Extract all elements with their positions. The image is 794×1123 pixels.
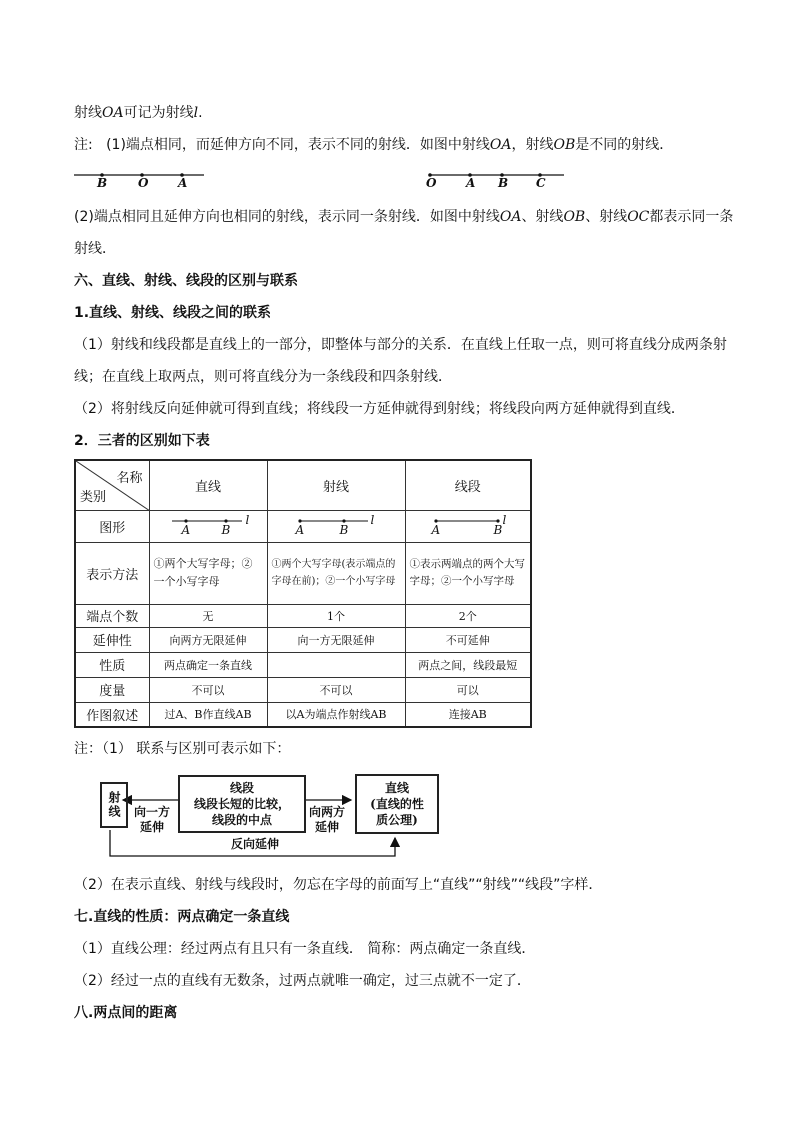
- paragraph: （2）在表示直线、射线与线段时，勿忘在字母的前面写上“直线”“射线”“线段”字样．: [74, 877, 603, 893]
- paragraph: （1）直线公理：经过两点有且只有一条直线． 简称：两点确定一条直线．: [74, 941, 536, 957]
- fig-label: B: [339, 522, 349, 537]
- note-2-cont: 射线．: [74, 241, 116, 257]
- text: 是不同的射线．: [575, 137, 674, 153]
- table-cell: 向一方无限延伸: [267, 627, 405, 652]
- line-figure: [149, 510, 267, 542]
- table-cell: 以A为端点作射线AB: [267, 702, 405, 727]
- corner-top: 名称: [116, 471, 143, 486]
- corner-cell: [75, 460, 149, 510]
- row-header: 性质: [75, 652, 149, 677]
- text: 可记为射线: [123, 105, 194, 121]
- point-label: B: [498, 176, 509, 190]
- arrow-text: 向一方: [133, 805, 170, 819]
- point-label: C: [536, 176, 546, 190]
- segment-label: 线段长短的比较，: [193, 797, 290, 811]
- text: OA: [102, 105, 124, 121]
- arrow1-label: [130, 805, 174, 835]
- section-heading-6: 六、直线、射线、线段的区别与联系: [74, 273, 298, 289]
- note-3: 注：（1） 联系与区别可表示如下：: [74, 741, 291, 757]
- text: 、射线: [521, 209, 564, 225]
- row-header: 表示方法: [75, 542, 149, 604]
- fig-label: A: [431, 522, 441, 537]
- col-header: 射线: [267, 460, 405, 510]
- point-label: A: [178, 176, 188, 190]
- row-header: 度量: [75, 677, 149, 702]
- subheading-6-2: 2．三者的区别如下表: [74, 433, 210, 449]
- segment-label: 线段的中点: [211, 813, 272, 827]
- note-2: [74, 208, 733, 226]
- text: 、射线: [585, 209, 628, 225]
- arrow-text: 向两方: [308, 805, 345, 819]
- table-cell: 两点确定一条直线: [149, 652, 267, 677]
- line-label: (直线的性: [370, 797, 424, 811]
- fig-label: A: [295, 522, 305, 537]
- ray-figure: [267, 510, 405, 542]
- paragraph: （2）将射线反向延伸就可得到直线；将线段一方延伸就得到射线；将线段向两方延伸就得到直线．: [74, 401, 685, 417]
- reverse-label: 反向延伸: [230, 837, 279, 851]
- ray-figure-svg: [268, 511, 406, 539]
- point-label: A: [466, 176, 476, 190]
- ray-notation-line: [74, 104, 203, 122]
- arrow-text: 延伸: [314, 820, 339, 834]
- ray-label: 射线: [107, 791, 121, 819]
- col-header: 线段: [405, 460, 531, 510]
- arrow-text: 延伸: [139, 820, 164, 834]
- col-header: 直线: [149, 460, 267, 510]
- fig-label: l: [245, 512, 250, 527]
- table-cell: ①两个大写字母(表示端点的字母在前)；②一个小写字母: [267, 542, 405, 604]
- table-cell: 无: [149, 604, 267, 627]
- table-cell: 连接AB: [405, 702, 531, 727]
- line-label: 直线: [384, 781, 409, 795]
- paragraph: （1）射线和线段都是直线上的一部分，即整体与部分的关系．在直线上任取一点，则可将直线分成两条射: [74, 337, 727, 353]
- section-heading-7: 七.直线的性质：两点确定一条直线: [74, 909, 290, 925]
- note-label: 注:: [74, 137, 93, 153]
- section-heading-8: 八.两点间的距离: [74, 1005, 178, 1021]
- text: 都表示同一条: [649, 209, 734, 225]
- text: OB: [563, 209, 586, 225]
- ray-box: [100, 782, 128, 828]
- point-label: O: [138, 176, 149, 190]
- line-box: [355, 774, 439, 834]
- text: .: [198, 105, 203, 121]
- text: OC: [627, 209, 650, 225]
- row-header: 延伸性: [75, 627, 149, 652]
- text: OA: [489, 137, 512, 153]
- point-label: B: [97, 176, 108, 190]
- table-cell: ①表示两端点的两个大写字母；②一个小写字母: [405, 542, 531, 604]
- paragraph: 线；在直线上取两点，则可将直线分为一条线段和四条射线．: [74, 369, 452, 385]
- row-header: 图形: [75, 510, 149, 542]
- table-cell: 可以: [405, 677, 531, 702]
- segment-label: 线段: [229, 781, 254, 795]
- segment-box: [178, 775, 306, 833]
- table-cell: 不可以: [267, 677, 405, 702]
- segment-figure: [405, 510, 531, 542]
- fig-label: l: [370, 512, 375, 527]
- fig-label: l: [502, 512, 507, 527]
- table-cell: 不可以: [149, 677, 267, 702]
- point-label: O: [426, 176, 437, 190]
- fig-label: B: [493, 522, 503, 537]
- subheading-6-1: 1.直线、射线、线段之间的联系: [74, 305, 272, 321]
- table-cell: 过A、B作直线AB: [149, 702, 267, 727]
- table-cell: 2个: [405, 604, 531, 627]
- comparison-table: [74, 459, 532, 728]
- segment-figure-svg: [406, 511, 532, 539]
- row-header: 端点个数: [75, 604, 149, 627]
- note-1: [74, 136, 673, 154]
- line-figure-svg: [150, 511, 268, 539]
- table-cell: [267, 652, 405, 677]
- table-cell: 1个: [267, 604, 405, 627]
- fig-label: A: [181, 522, 191, 537]
- row-header: 作图叙述: [75, 702, 149, 727]
- table-cell: ①两个大写字母；②一个小写字母: [149, 542, 267, 604]
- fig-label: B: [221, 522, 231, 537]
- text: OA: [499, 209, 522, 225]
- text: 射线: [74, 105, 102, 121]
- text: OB: [553, 137, 576, 153]
- text: (1)端点相同，而延伸方向不同，表示不同的射线．如图中射线: [106, 137, 490, 153]
- table-cell: 向两方无限延伸: [149, 627, 267, 652]
- line-label: 质公理): [376, 813, 418, 827]
- text: ，射线: [511, 137, 554, 153]
- arrow2-label: [305, 805, 349, 835]
- corner-bottom: 类别: [80, 489, 107, 505]
- text: (2)端点相同且延伸方向也相同的射线，表示同一条射线．如图中射线: [74, 209, 500, 225]
- text: l: [193, 105, 199, 121]
- table-cell: 不可延伸: [405, 627, 531, 652]
- table-cell: 两点之间，线段最短: [405, 652, 531, 677]
- paragraph: （2）经过一点的直线有无数条，过两点就唯一确定，过三点就不一定了．: [74, 973, 531, 989]
